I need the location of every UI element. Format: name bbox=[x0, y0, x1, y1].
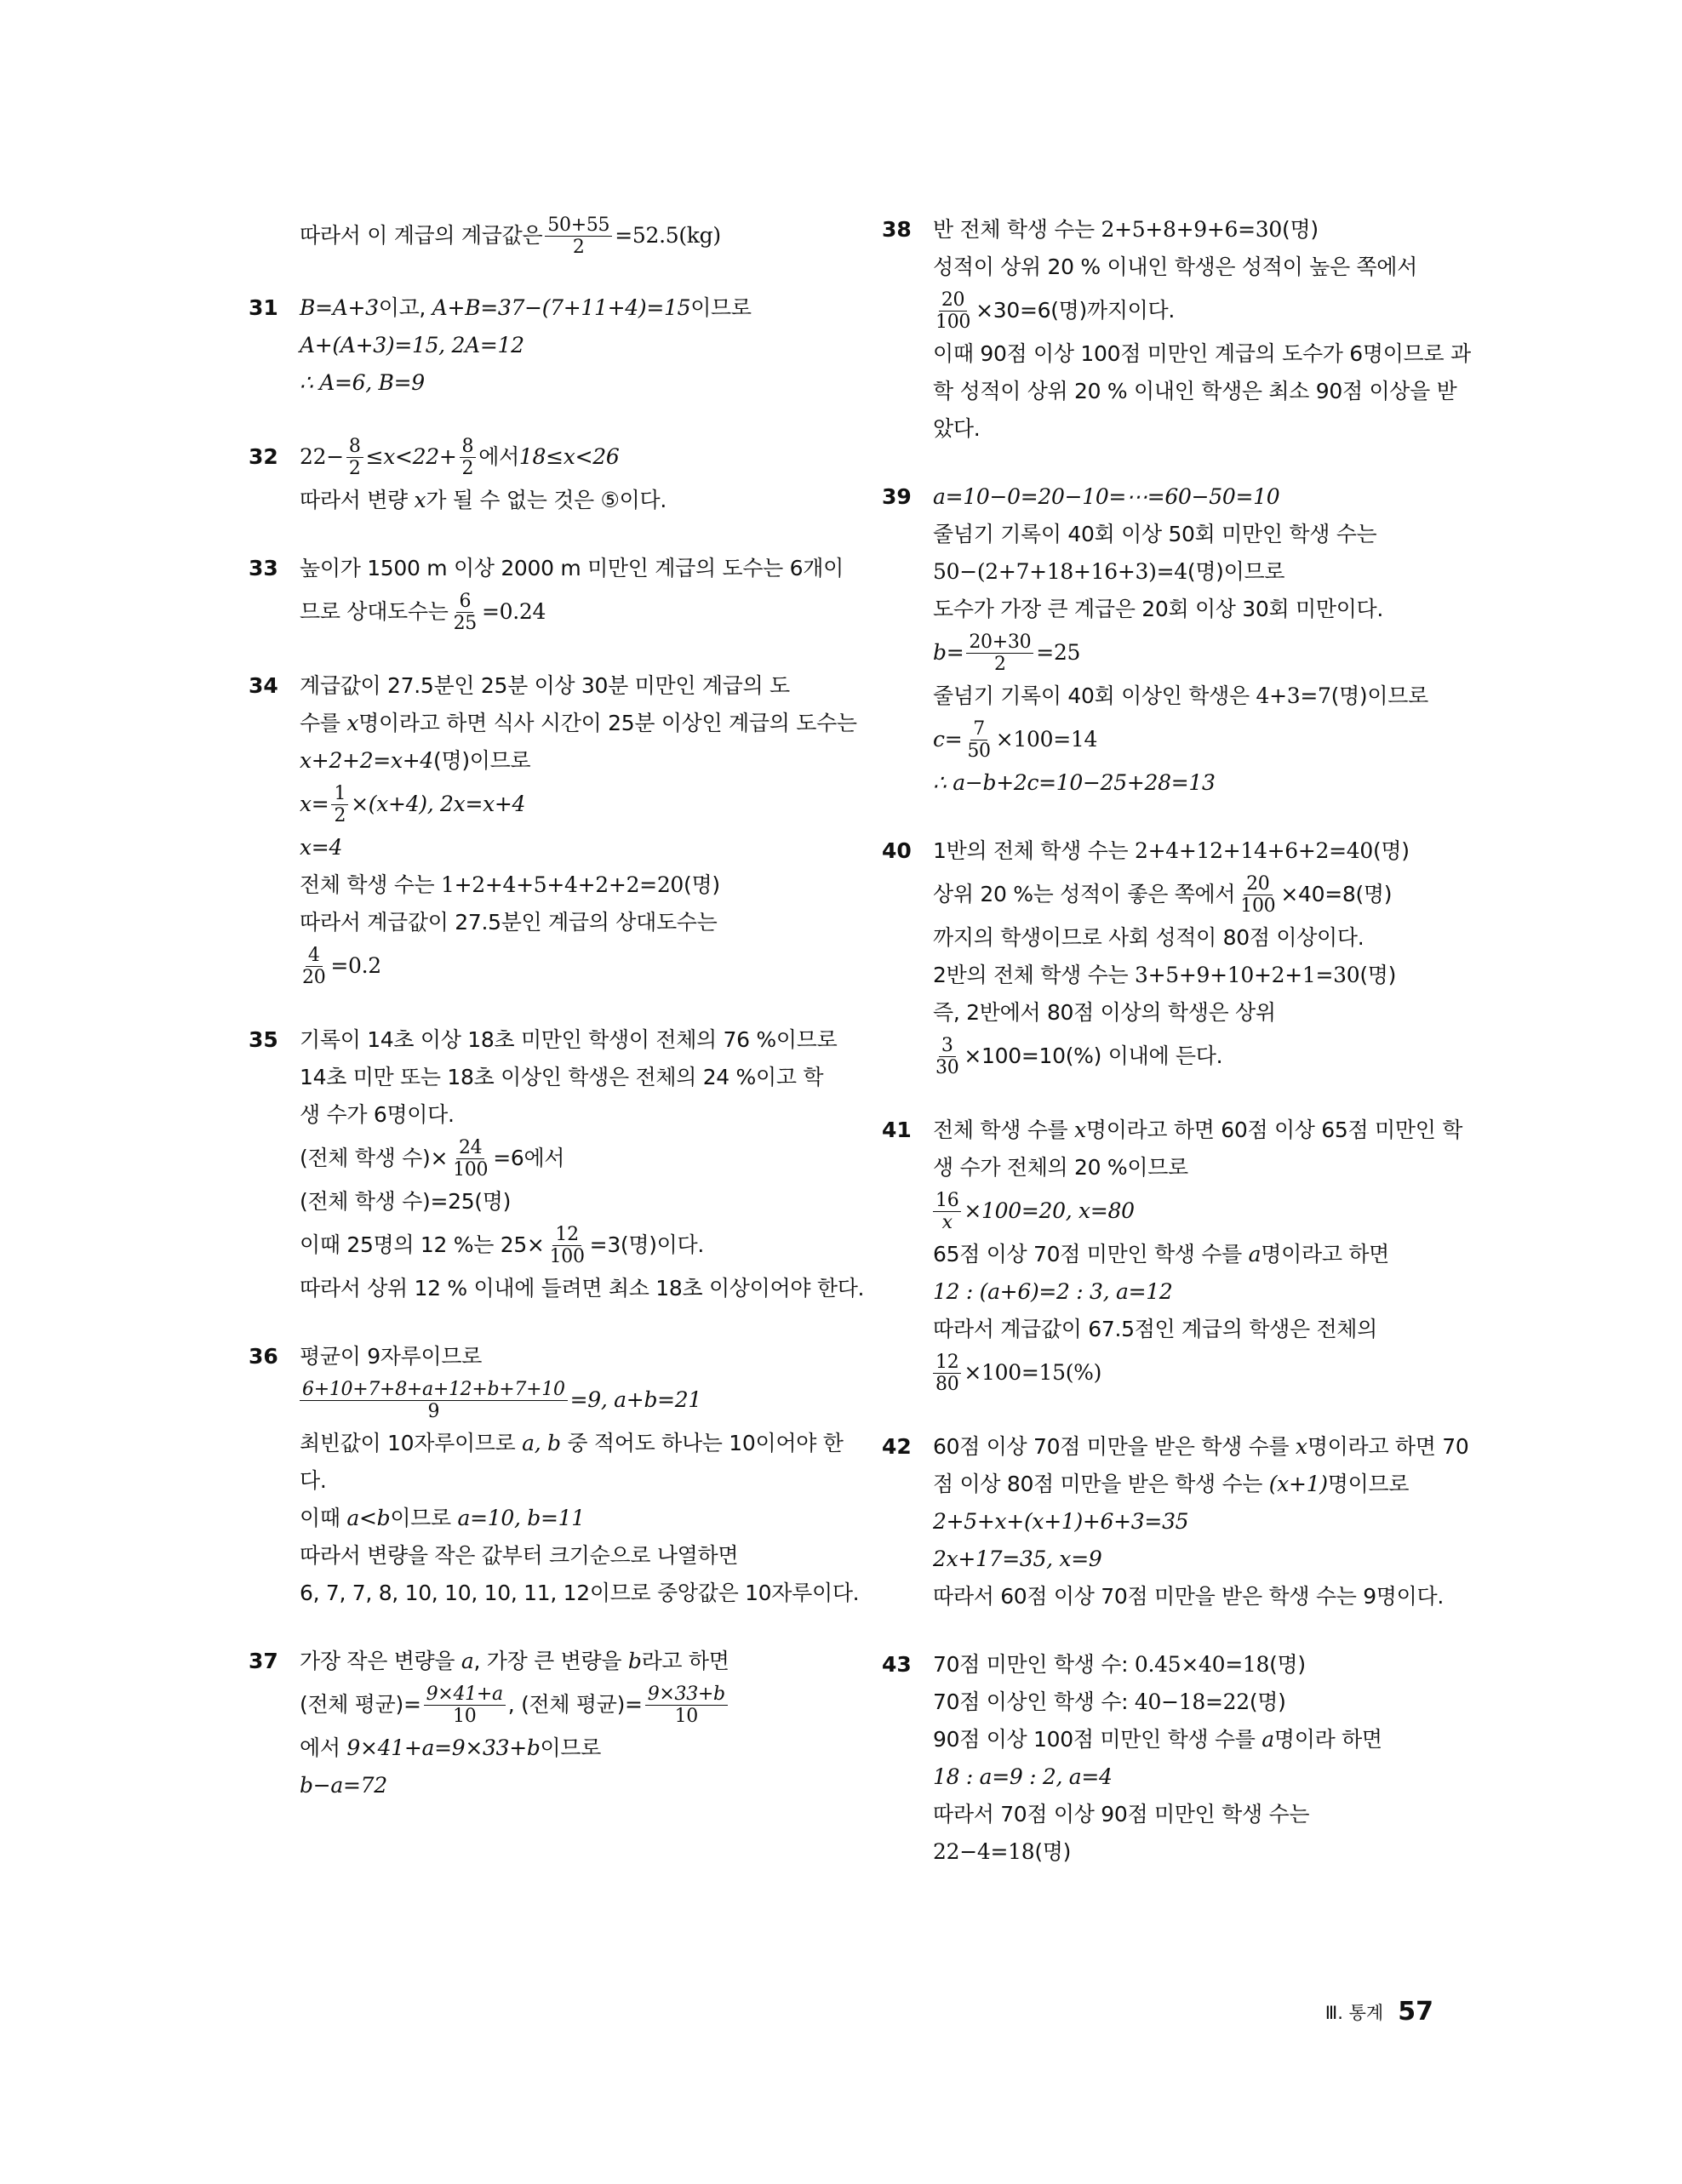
solution-line: 22−4=18(명) bbox=[933, 1839, 1072, 1864]
problem-number: 36 bbox=[249, 1344, 278, 1369]
fraction: $\frac{16}{x}$ bbox=[933, 1190, 961, 1233]
solution-line: $\frac{20}{100}$ ×30=6(명)까지이다. bbox=[933, 286, 1478, 335]
solution-line: 계급값이 27.5분인 25분 이상 30분 미만인 계급의 도 bbox=[300, 673, 790, 698]
solution-42 bbox=[882, 1428, 1478, 1615]
solution-line: A+(A+3)=15, 2A=12 bbox=[300, 333, 524, 357]
fraction: $\frac{6+10+7+8+a+12+b+7+10}{9}$ bbox=[300, 1379, 568, 1422]
fraction: $\frac{1}{2}$ bbox=[331, 783, 348, 826]
fraction: $\frac{20}{100}$ bbox=[935, 289, 971, 333]
solution-line: 2+5+x+(x+1)+6+3=35 bbox=[933, 1509, 1189, 1534]
solution-line: 90점 이상 100점 미만인 학생 수를 a명이라 하면 bbox=[933, 1727, 1382, 1752]
solution-line: b−a=72 bbox=[300, 1773, 387, 1798]
solution-line: $\frac{6+10+7+8+a+12+b+7+10}{9}$ =9, a+b=21 bbox=[300, 1375, 844, 1425]
fraction: $\frac{6}{25}$ bbox=[453, 590, 478, 634]
solution-line: 까지의 학생이므로 사회 성적이 80점 이상이다. bbox=[933, 925, 1364, 950]
solution-line: 12 : (a+6)=2 : 3, a=12 bbox=[933, 1279, 1173, 1304]
solution-line: x=4 bbox=[300, 835, 343, 860]
problem-number: 43 bbox=[882, 1652, 912, 1677]
solution-line: x= $\frac{1}{2}$ ×(x+4), 2x=x+4 bbox=[300, 782, 526, 826]
problem-number: 31 bbox=[249, 295, 278, 320]
solution-line: 다. bbox=[300, 1468, 327, 1493]
solution-line: 전체 학생 수는 1+2+4+5+4+2+2=20(명) bbox=[300, 872, 720, 897]
solution-line: 도수가 가장 큰 계급은 20회 이상 30회 미만이다. bbox=[933, 597, 1384, 621]
solution-43 bbox=[882, 1646, 1478, 1871]
page-footer bbox=[1325, 1997, 1433, 2027]
solution-line: 에서 9×41+a=9×33+b이므로 bbox=[300, 1735, 602, 1760]
problem-number: 34 bbox=[249, 673, 278, 698]
solution-line: 줄넘기 기록이 40회 이상인 학생은 4+3=7(명)이므로 bbox=[933, 683, 1428, 708]
solution-line: 가장 작은 변량을 a, 가장 큰 변량을 b라고 하면 bbox=[300, 1649, 729, 1673]
solution-line: 높이가 1500 m 이상 2000 m 미만인 계급의 도수는 6개이 bbox=[300, 556, 844, 580]
solution-39 bbox=[882, 478, 1478, 802]
problem-number: 33 bbox=[249, 556, 278, 580]
problem-number: 40 bbox=[882, 838, 912, 863]
solution-line: (전체 학생 수)× $\frac{24}{100}$ =6에서 bbox=[300, 1136, 565, 1181]
solution-line: 따라서 70점 이상 90점 미만인 학생 수는 bbox=[933, 1802, 1310, 1827]
fraction: $\frac{50+55}{2}$ bbox=[545, 214, 612, 258]
solution-line: x+2+2=x+4(명)이므로 bbox=[300, 748, 531, 773]
solution-line: 14초 미만 또는 18초 이상인 학생은 전체의 24 %이고 학 bbox=[300, 1065, 824, 1089]
solution-line: 따라서 변량을 작은 값부터 크기순으로 나열하면 bbox=[300, 1543, 739, 1568]
solution-line: a=10−0=20−10=⋯=60−50=10 bbox=[933, 484, 1280, 509]
solution-line: 1반의 전체 학생 수는 2+4+12+14+6+2=40(명) bbox=[933, 838, 1410, 863]
fraction: $\frac{3}{30}$ bbox=[935, 1034, 959, 1078]
page-number: 57 bbox=[1398, 1997, 1433, 2027]
solution-line: (전체 평균)= $\frac{9\times 41+a}{10}$ , (전체 평균)= $\frac{9\times 33+b}{10}$ bbox=[300, 1680, 844, 1729]
fraction: $\frac{12}{80}$ bbox=[933, 1352, 961, 1395]
fraction: $\frac{12}{100}$ bbox=[549, 1223, 585, 1267]
solution-line: ∴ A=6, B=9 bbox=[300, 370, 425, 395]
solution-line: 학 성적이 상위 20 % 이내인 학생은 최소 90점 이상을 받 bbox=[933, 379, 1457, 403]
solution-line: $\frac{12}{80}$ ×100=15(%) bbox=[933, 1348, 1478, 1398]
solution-line: 따라서 이 계급의 계급값은 $\frac{50+55}{2}$ =52.5(kg) bbox=[300, 214, 721, 258]
solution-line: 았다. bbox=[933, 416, 981, 441]
solution-line: 따라서 계급값이 67.5점인 계급의 학생은 전체의 bbox=[933, 1317, 1377, 1341]
solution-line: $\frac{3}{30}$ ×100=10(%) 이내에 든다. bbox=[933, 1032, 1478, 1081]
solution-line: 70점 이상인 학생 수: 40−18=22(명) bbox=[933, 1689, 1286, 1714]
solution-line: 60점 이상 70점 미만을 받은 학생 수를 x명이라고 하면 70 bbox=[933, 1434, 1469, 1459]
solution-line: 수를 x명이라고 하면 식사 시간이 25분 이상인 계급의 도수는 bbox=[300, 711, 857, 735]
solution-33 bbox=[249, 550, 844, 637]
solution-line: 2x+17=35, x=9 bbox=[933, 1547, 1102, 1571]
solution-line: ∴ a−b+2c=10−25+28=13 bbox=[933, 770, 1216, 795]
problem-number: 38 bbox=[882, 217, 912, 242]
solution-line: b= $\frac{20+30}{2}$ =25 bbox=[933, 631, 1081, 675]
solution-line: 이때 25명의 12 %는 25× $\frac{12}{100}$ =3(명)이다. bbox=[300, 1223, 705, 1267]
solution-line: 점 이상 80점 미만을 받은 학생 수는 (x+1)명이므로 bbox=[933, 1472, 1410, 1496]
solution-line: 평균이 9자루이므로 bbox=[300, 1344, 483, 1369]
problem-number: 39 bbox=[882, 484, 912, 509]
problem-number: 35 bbox=[249, 1027, 278, 1052]
solution-line: 따라서 60점 이상 70점 미만을 받은 학생 수는 9명이다. bbox=[933, 1584, 1445, 1609]
solution-line: $\frac{4}{20}$ =0.2 bbox=[300, 941, 844, 991]
solution-line: 이때 90점 이상 100점 미만인 계급의 도수가 6명이므로 과 bbox=[933, 341, 1471, 366]
solution-line: 6, 7, 7, 8, 10, 10, 10, 11, 12이므로 중앙값은 10자루이다. bbox=[300, 1581, 860, 1605]
solution-line: 전체 학생 수를 x명이라고 하면 60점 이상 65점 미만인 학 bbox=[933, 1118, 1463, 1142]
solution-line: 생 수가 6명이다. bbox=[300, 1102, 455, 1127]
solution-30-continued bbox=[249, 211, 844, 260]
fraction: $\frac{9\times 33+b}{10}$ bbox=[645, 1684, 728, 1727]
solution-line: 즉, 2반에서 80점 이상의 학생은 상위 bbox=[933, 1000, 1276, 1025]
solution-line: 생 수가 전체의 20 %이므로 bbox=[933, 1155, 1188, 1180]
solution-36 bbox=[249, 1338, 860, 1612]
solution-34 bbox=[249, 667, 857, 991]
solution-31 bbox=[249, 289, 844, 402]
solution-line: 상위 20 %는 성적이 좋은 쪽에서 $\frac{20}{100}$ ×40=8(명) bbox=[933, 872, 1393, 917]
problem-number: 37 bbox=[249, 1649, 278, 1673]
solution-41 bbox=[882, 1112, 1478, 1398]
fraction: $\frac{7}{50}$ bbox=[967, 718, 991, 762]
fraction: $\frac{8}{2}$ bbox=[460, 436, 477, 479]
fraction: $\frac{24}{100}$ bbox=[453, 1136, 489, 1181]
chapter-label: Ⅲ. 통계 bbox=[1324, 2002, 1384, 2023]
problem-number: 42 bbox=[882, 1434, 912, 1459]
solution-line: $\frac{16}{x}$ ×100=20, x=80 bbox=[933, 1186, 1478, 1236]
fraction: $\frac{9\times 41+a}{10}$ bbox=[424, 1684, 506, 1727]
solution-line: 이때 a<b이므로 a=10, b=11 bbox=[300, 1506, 585, 1530]
solution-line: 65점 이상 70점 미만인 학생 수를 a명이라고 하면 bbox=[933, 1242, 1390, 1266]
solution-line: 최빈값이 10자루이므로 a, b 중 적어도 하나는 10이어야 한 bbox=[300, 1431, 844, 1455]
solution-line: 반 전체 학생 수는 2+5+8+9+6=30(명) bbox=[933, 217, 1319, 242]
solution-line: 성적이 상위 20 % 이내인 학생은 성적이 높은 쪽에서 bbox=[933, 254, 1417, 279]
fraction: $\frac{4}{20}$ bbox=[302, 944, 326, 988]
solution-line: 따라서 계급값이 27.5분인 계급의 상대도수는 bbox=[300, 910, 718, 935]
solution-line: c= $\frac{7}{50}$ ×100=14 bbox=[933, 718, 1098, 762]
solution-line: 기록이 14초 이상 18초 미만인 학생이 전체의 76 %이므로 bbox=[300, 1027, 838, 1052]
solution-38 bbox=[882, 211, 1478, 448]
solution-line: 따라서 변량 x가 될 수 없는 것은 ⑤이다. bbox=[300, 488, 667, 512]
solution-line: 18 : a=9 : 2, a=4 bbox=[933, 1764, 1113, 1789]
fraction: $\frac{20+30}{2}$ bbox=[966, 632, 1033, 675]
solution-line: 70점 미만인 학생 수: 0.45×40=18(명) bbox=[933, 1652, 1306, 1677]
solution-line: 따라서 상위 12 % 이내에 들려면 최소 18초 이상이어야 한다. bbox=[300, 1276, 865, 1301]
problem-number: 41 bbox=[882, 1118, 912, 1142]
fraction: $\frac{8}{2}$ bbox=[346, 436, 363, 479]
problem-number: 32 bbox=[249, 444, 278, 469]
solution-37 bbox=[249, 1643, 844, 1804]
solution-line: 므로 상대도수는 $\frac{6}{25}$ =0.24 bbox=[300, 590, 546, 634]
solution-line: 22− $\frac{8}{2}$ ≤x<22+ $\frac{8}{2}$ 에서 18≤x<26 bbox=[300, 435, 620, 479]
solution-35 bbox=[249, 1021, 865, 1307]
solution-32 bbox=[249, 432, 844, 519]
solution-line: 50−(2+7+18+16+3)=4(명)이므로 bbox=[933, 559, 1285, 584]
right-column bbox=[882, 211, 1478, 1871]
solution-line: (전체 학생 수)=25(명) bbox=[300, 1189, 512, 1214]
solution-line: 줄넘기 기록이 40회 이상 50회 미만인 학생 수는 bbox=[933, 522, 1377, 546]
left-column bbox=[249, 211, 865, 1804]
solution-line: B=A+3이고, A+B=37−(7+11+4)=15이므로 bbox=[300, 295, 752, 320]
fraction: $\frac{20}{100}$ bbox=[1240, 872, 1276, 917]
solution-line: 2반의 전체 학생 수는 3+5+9+10+2+1=30(명) bbox=[933, 963, 1397, 987]
solution-40 bbox=[882, 832, 1478, 1081]
